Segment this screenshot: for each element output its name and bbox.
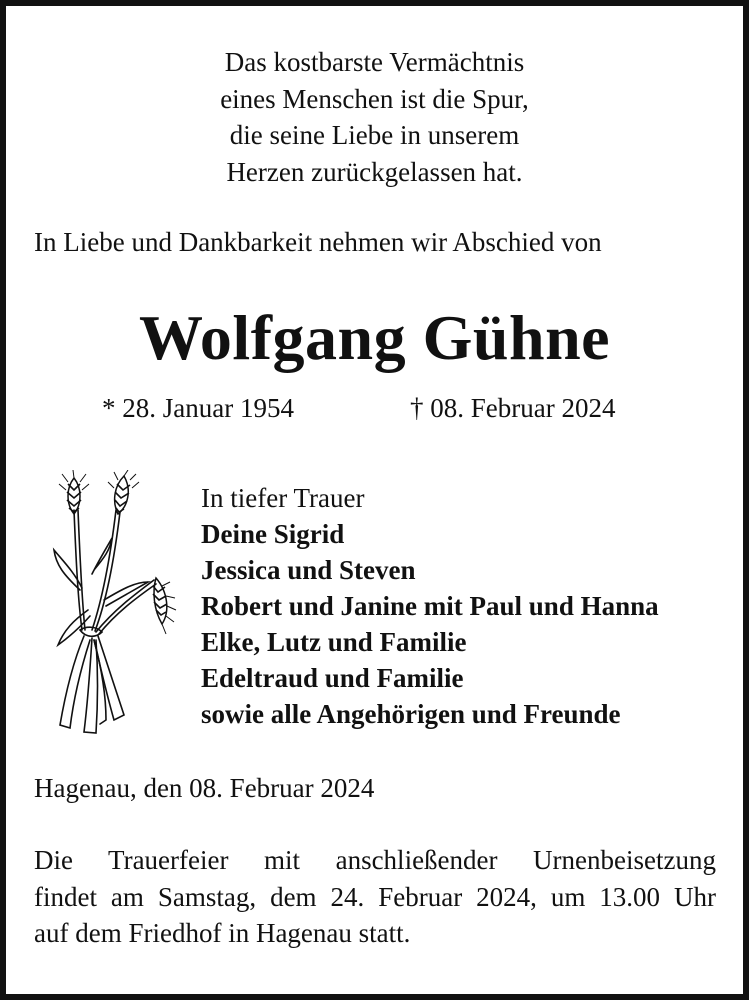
poem-line: eines Menschen ist die Spur, [220, 83, 529, 114]
notice-line: auf dem Friedhof in Hagenau statt. [34, 918, 411, 948]
notice-line: Die Trauerfeier mit anschließender Urnenbeisetzung [34, 845, 716, 875]
mourner-name: Jessica und Steven [201, 555, 416, 585]
mourner-name: Edeltraud und Familie [201, 663, 464, 693]
mourners-heading: In tiefer Trauer [201, 483, 365, 513]
mourner-name: sowie alle Angehörigen und Freunde [201, 699, 621, 729]
mourner-name: Elke, Lutz und Familie [201, 627, 467, 657]
memorial-poem [0, 44, 749, 190]
mourners-block [201, 480, 659, 732]
poem-line: Herzen zurückgelassen hat. [226, 156, 523, 187]
wheat-bouquet-icon [44, 470, 184, 740]
death-date: † 08. Februar 2024 [410, 393, 616, 423]
birth-date: * 28. Januar 1954 [102, 393, 294, 423]
deceased-name: Wolfgang Gühne [138, 302, 611, 373]
poem-line: die seine Liebe in unserem [229, 120, 520, 150]
mourner-name: Deine Sigrid [201, 519, 345, 549]
poem-line: Das kostbarste Vermächtnis [224, 47, 525, 77]
farewell-intro: In Liebe und Dankbarkeit nehmen wir Abschied von [34, 227, 602, 257]
notice-line: findet am Samstag, dem 24. Februar 2024, um 13.00 Uhr [34, 881, 716, 912]
funeral-notice [34, 842, 716, 952]
place-and-date: Hagenau, den 08. Februar 2024 [34, 773, 375, 803]
mourner-name: Robert und Janine mit Paul und Hanna [201, 591, 659, 621]
